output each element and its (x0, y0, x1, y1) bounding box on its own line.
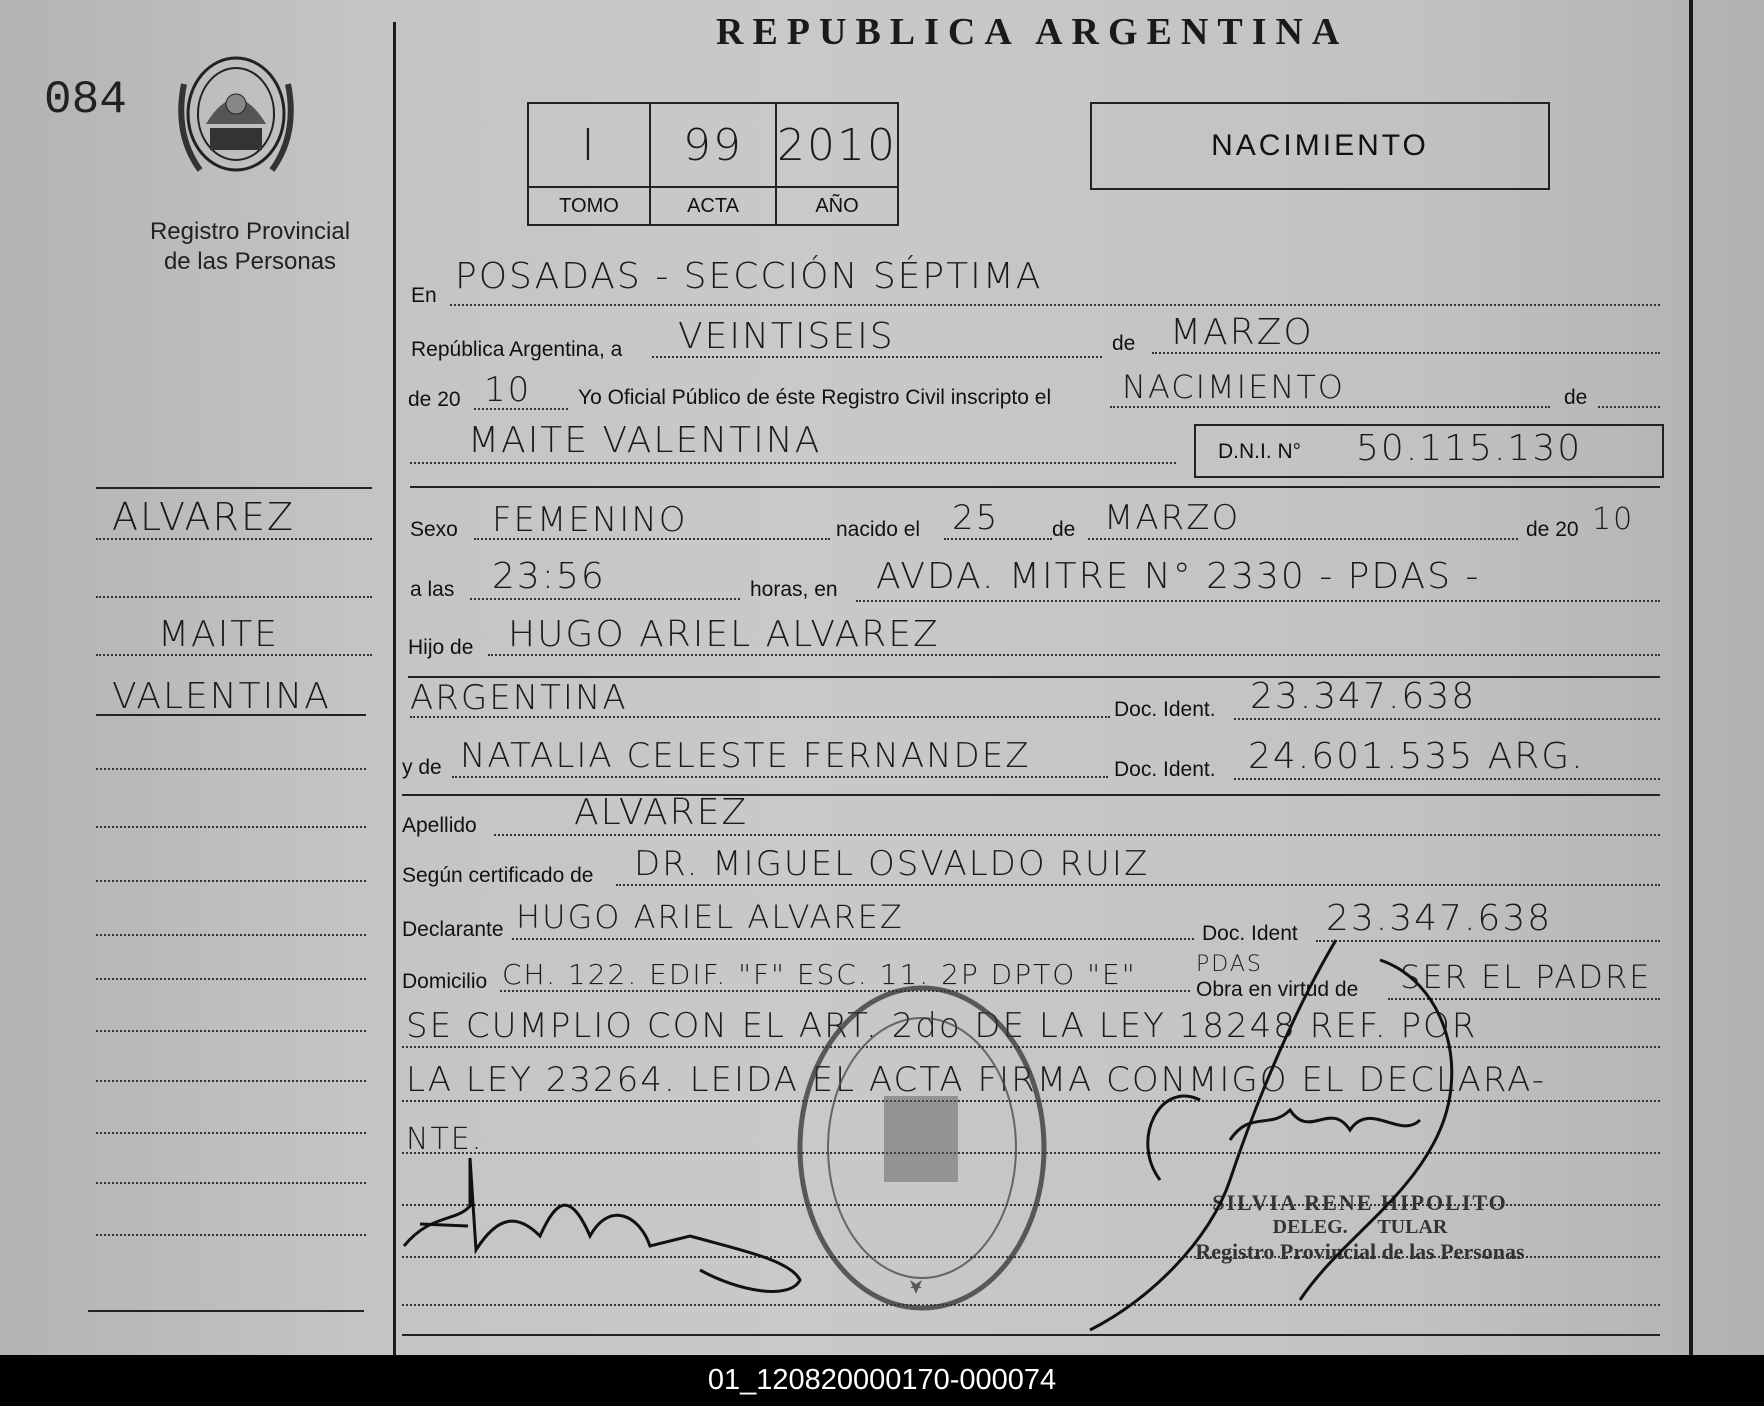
label-hijo: Hijo de (408, 636, 474, 659)
field-anio: 10 (484, 370, 532, 410)
margin-surname: ALVAREZ (112, 495, 295, 539)
tomo-value: I (528, 103, 650, 187)
field-observaciones-2: LA LEY 23264. LEIDA EL ACTA FIRMA CONMIGO EL DECLARA- (406, 1060, 1546, 1100)
anio-label: AÑO (776, 187, 898, 225)
field-observaciones-3: NTE. (406, 1122, 484, 1157)
field-nacido-dia: 25 (952, 498, 1000, 538)
label-sexo: Sexo (410, 518, 458, 541)
label-doc1: Doc. Ident. (1114, 698, 1216, 721)
field-sexo: FEMENINO (492, 500, 688, 540)
label-de2010: de 20 (1526, 518, 1579, 541)
field-certificado: DR. MIGUEL OSVALDO RUIZ (634, 844, 1150, 884)
field-lugar-nacimiento: AVDA. MITRE N° 2330 - PDAS - (876, 556, 1481, 597)
label-nacido: nacido el (836, 518, 921, 541)
label-apellido: Apellido (402, 814, 477, 837)
label-obra: Obra en virtud de (1196, 978, 1359, 1001)
margin-given-name-2: VALENTINA (112, 676, 331, 717)
field-madre: NATALIA CELESTE FERNANDEZ (460, 736, 1031, 776)
document-id-footer: 01_120820000170-000074 (0, 1355, 1764, 1406)
stamp-official-name: SILVIA RENE HIPOLITO (1212, 1190, 1508, 1215)
label-domicilio: Domicilio (402, 970, 488, 993)
label-de-end: de (1564, 386, 1588, 409)
field-lugar: POSADAS - SECCIÓN SÉPTIMA (455, 256, 1043, 297)
field-mes: MARZO (1170, 312, 1314, 353)
label-de-mes: de (1052, 518, 1076, 541)
label-dni: D.N.I. N° (1218, 440, 1302, 463)
country-title: REPUBLICA ARGENTINA (716, 11, 1349, 53)
field-declarante-doc: 23.347.638 (1326, 898, 1553, 939)
margin-given-name-1: MAITE (158, 614, 280, 655)
field-declarante: HUGO ARIEL ALVAREZ (516, 898, 904, 936)
field-domicilio-ciudad: PDAS (1196, 952, 1263, 977)
label-oficial: Yo Oficial Público de éste Registro Civil inscripto el (578, 386, 1052, 409)
field-padre-doc: 23.347.638 (1250, 676, 1477, 717)
label-horas: horas, en (750, 578, 838, 601)
registry-name: Registro Provincial de las Personas (149, 218, 351, 275)
field-padre-nacionalidad: ARGENTINA (410, 678, 628, 718)
folio-number: 084 (44, 74, 127, 126)
field-observaciones-1: SE CUMPLIO CON EL ART. 2do DE LA LEY 18248 REF. POR (406, 1006, 1478, 1046)
field-padre: HUGO ARIEL ALVAREZ (508, 614, 940, 655)
label-en: En (411, 284, 437, 307)
tomo-label: TOMO (528, 187, 650, 225)
label-alas: a las (410, 578, 455, 601)
field-madre-doc: 24.601.535 ARG. (1248, 736, 1585, 777)
label-doc2: Doc. Ident. (1114, 758, 1216, 781)
field-nombre: MAITE VALENTINA (468, 420, 822, 461)
label-republica: República Argentina, a (411, 338, 623, 361)
field-nacido-anio: 10 (1592, 502, 1635, 537)
record-type-box: NACIMIENTO (1090, 102, 1550, 190)
label-doc3: Doc. Ident (1202, 922, 1298, 945)
field-dni: 50.115.130 (1356, 428, 1583, 469)
acta-label: ACTA (650, 187, 776, 225)
stamp-official-registry: Registro Provincial de las Personas (1195, 1239, 1525, 1264)
label-declarante: Declarante (402, 918, 504, 941)
acta-value: 99 (650, 103, 776, 187)
declarant-signature-icon (404, 1158, 800, 1291)
official-signature-icon (1090, 940, 1452, 1330)
field-nacido-mes: MARZO (1104, 498, 1241, 538)
anio-value: 2010 (776, 103, 898, 187)
field-domicilio: CH. 122. EDIF. "F" ESC. 11. 2P DPTO "E" (502, 958, 1137, 991)
field-apellido: ALVAREZ (574, 792, 749, 833)
label-yde: y de (402, 756, 442, 779)
field-hora: 23:56 (492, 556, 606, 597)
round-registry-stamp-icon (800, 988, 1044, 1308)
label-de20: de 20 (408, 388, 461, 411)
label-certificado: Según certificado de (402, 864, 594, 887)
field-inscripto: NACIMIENTO (1122, 368, 1345, 406)
field-dia: VEINTISEIS (678, 316, 895, 357)
label-de: de (1112, 332, 1136, 355)
field-obra: SER EL PADRE (1400, 958, 1652, 996)
stamp-official-title: DELEG. TULAR (1272, 1216, 1448, 1238)
